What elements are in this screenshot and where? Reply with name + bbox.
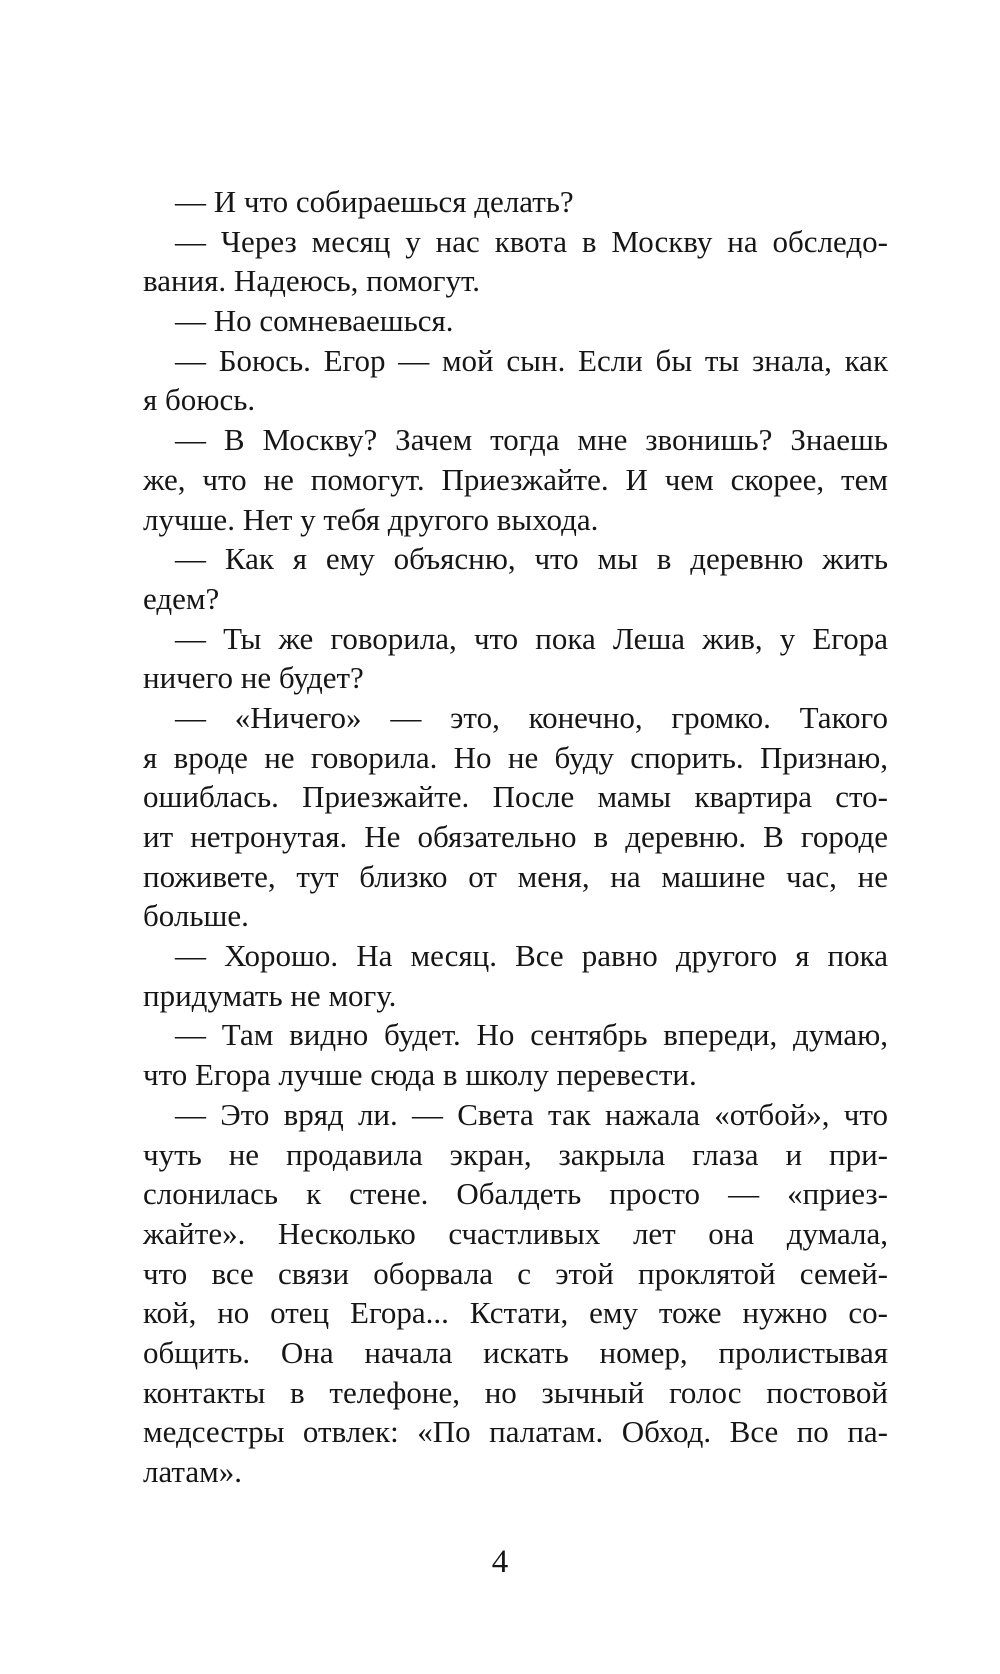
text-line-28: что все связи оборвала с этой проклятой семей- — [143, 1255, 888, 1291]
text-line-9: лучше. Нет у тебя другого выхода. — [143, 501, 599, 537]
text-line-23: что Егора лучше сюда в школу перевести. — [143, 1057, 697, 1093]
text-line-3: вания. Надеюсь, помогут. — [143, 263, 480, 299]
text-line-5: — Боюсь. Егор — мой сын. Если бы ты знала, как — [175, 342, 888, 378]
text-line-31: контакты в телефоне, но зычный голос постовой — [143, 1374, 888, 1410]
text-line-6: я боюсь. — [143, 382, 256, 418]
text-line-30: общить. Она начала искать номер, пролистывая — [143, 1334, 888, 1370]
text-line-27: жайте». Несколько счастливых лет она думала, — [143, 1215, 888, 1251]
text-line-21: придумать не могу. — [143, 977, 397, 1013]
text-line-13: ничего не будет? — [143, 660, 364, 696]
text-line-2: — Через месяц у нас квота в Москву на обследо- — [175, 223, 888, 259]
text-line-26: слонилась к стене. Обалдеть просто — «приез- — [143, 1176, 888, 1212]
text-line-22: — Там видно будет. Но сентябрь впереди, думаю, — [175, 1017, 888, 1053]
text-line-4: — Но сомневаешься. — [175, 303, 454, 339]
text-line-8: же, что не помогут. Приезжайте. И чем скорее, тем — [143, 461, 888, 497]
text-line-29: кой, но отец Егора... Кстати, ему тоже нужно со- — [143, 1295, 888, 1331]
body-text — [143, 182, 888, 1492]
text-line-12: — Ты же говорила, что пока Леша жив, у Егора — [175, 620, 888, 656]
text-line-32: медсестры отвлек: «По палатам. Обход. Все по па- — [143, 1414, 888, 1450]
text-line-20: — Хорошо. На месяц. Все равно другого я пока — [175, 938, 888, 974]
text-line-18: поживете, тут близко от меня, на машине час, не — [143, 858, 888, 894]
text-line-14: — «Ничего» — это, конечно, громко. Такого — [175, 699, 888, 735]
text-line-1: — И что собираешься делать? — [175, 184, 574, 219]
text-line-25: чуть не продавила экран, закрыла глаза и при- — [143, 1136, 888, 1172]
text-line-15: я вроде не говорила. Но не буду спорить. Признаю, — [143, 739, 888, 775]
text-line-17: ит нетронутая. Не обязательно в деревню. В городе — [143, 819, 888, 854]
text-line-19: больше. — [143, 898, 249, 934]
page-number: 4 — [491, 1544, 509, 1580]
text-line-33: латам». — [143, 1454, 242, 1489]
text-line-24: — Это вряд ли. — Света так нажала «отбой», что — [175, 1096, 888, 1132]
text-line-11: едем? — [143, 580, 220, 616]
text-line-10: — Как я ему объясню, что мы в деревню жить — [175, 541, 888, 577]
text-line-7: — В Москву? Зачем тогда мне звонишь? Знаешь — [175, 422, 888, 458]
text-line-16: ошиблась. Приезжайте. После мамы квартира сто- — [143, 779, 888, 815]
